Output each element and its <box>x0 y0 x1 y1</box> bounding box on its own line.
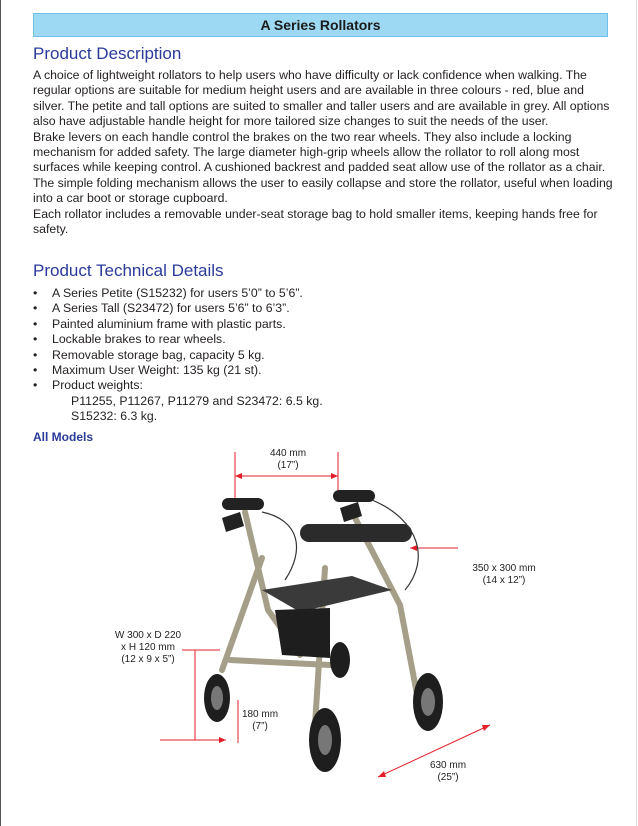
right-handle <box>333 490 375 502</box>
frame-left-front <box>222 558 262 670</box>
seat-mm-label: 350 x 300 mm <box>472 563 536 574</box>
description-paragraph-3: Each rollator includes a removable under-seat storage bag to hold smaller items, keeping hands free for safety. <box>33 206 598 237</box>
description-body <box>33 68 613 237</box>
rollator-illustration <box>0 440 638 826</box>
weight-line: P11255, P11267, P11279 and S23472: 6.5 kg. <box>71 393 323 408</box>
left-brake-lever <box>222 512 244 532</box>
backrest <box>300 524 412 542</box>
width-mm-label: 440 mm <box>269 448 307 459</box>
list-item: • A Series Tall (S23472) for users 5’6” to 6’3”. <box>33 301 593 316</box>
list-item: • Removable storage bag, capacity 5 kg. <box>33 348 593 363</box>
seat-dimension <box>462 563 546 587</box>
description-heading: Product Description <box>33 44 182 63</box>
width-dimension <box>253 448 323 472</box>
depth-in-label: (25”) <box>437 772 459 783</box>
bag-dimension <box>100 630 196 666</box>
depth-dimension <box>418 760 478 784</box>
bag-dimension-line-3: (12 x 9 x 5”) <box>121 654 175 665</box>
weight-line: S15232: 6.3 kg. <box>71 409 158 424</box>
height-dimension <box>232 709 288 733</box>
bag-dimension-line-1: W 300 x D 220 <box>114 630 182 641</box>
list-item: • A Series Petite (S15232) for users 5’0” to 5’6”. <box>33 286 593 301</box>
description-paragraph-2: Brake levers on each handle control the brakes on the two rear wheels. They also include a locking mechanism for added safety. The large diameter high-grip wheels allow the rollator to roll along most surfaces while keeping control. A cushioned backrest and padded seat allow use of the rollator as a chair. The simple folding mechanism allows the user to easily collapse and store the rollator, useful when loading into a car boot or storage cupboard. <box>33 129 613 206</box>
technical-list <box>33 286 593 425</box>
list-item: • Product weights: <box>33 378 593 393</box>
list-item: • Lockable brakes to rear wheels. <box>33 332 593 347</box>
technical-heading: Product Technical Details <box>33 261 224 280</box>
height-mm-label: 180 mm <box>241 709 279 720</box>
bag-dimension-line-2: x H 120 mm <box>121 642 175 653</box>
width-in-label: (17”) <box>277 460 299 471</box>
description-paragraph-1: A choice of lightweight rollators to help users who have difficulty or lack confidence when walking. The regular options are suitable for medium height users and are available in three colours - red, blue and silver. The petite and tall options are suited to smaller and taller users and are available in grey. All options also have adjustable handle height for more tailored size changes to suit the needs of the user. <box>33 68 610 129</box>
list-item: • Maximum User Weight: 135 kg (21 st). <box>33 363 593 378</box>
storage-bag <box>275 608 330 658</box>
seat <box>262 576 392 612</box>
seat-in-label: (14 x 12”) <box>482 575 526 586</box>
list-item: • Painted aluminium frame with plastic parts. <box>33 317 593 332</box>
height-in-label: (7”) <box>252 721 268 732</box>
figure-label: All Models <box>33 430 94 444</box>
rear-right-wheel <box>330 642 350 678</box>
frame-crossbar <box>230 660 330 665</box>
depth-mm-label: 630 mm <box>429 760 467 771</box>
page-title: A Series Rollators <box>33 13 608 37</box>
brake-cables <box>262 500 418 590</box>
left-handle <box>222 498 264 510</box>
